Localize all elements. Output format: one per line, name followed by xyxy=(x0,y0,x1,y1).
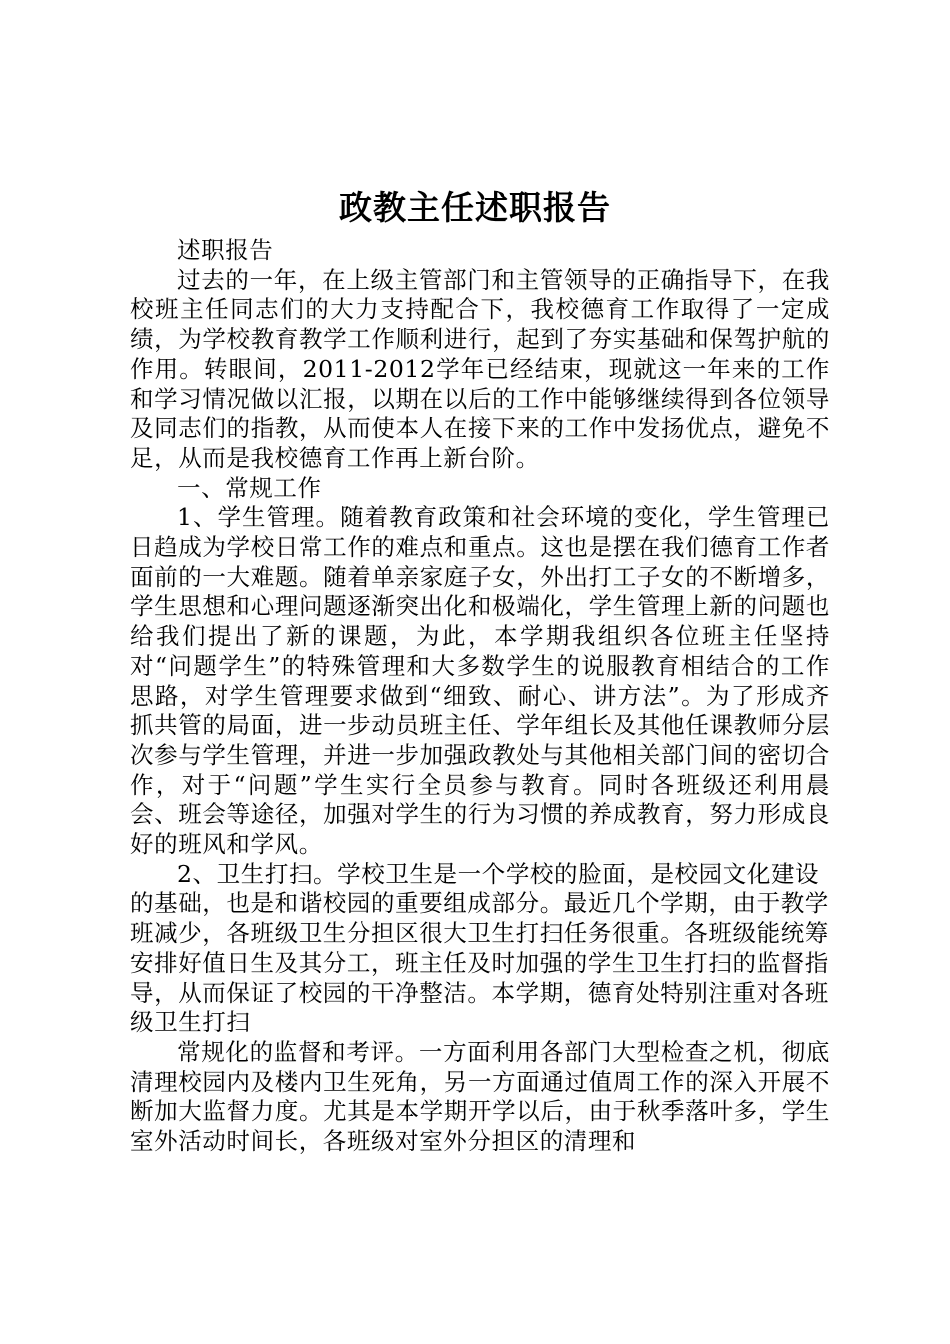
paragraph-hygiene-continued: 常规化的监督和考评。一方面利用各部门大型检查之机，彻底清理校园内及楼内卫生死角，另一方面通过值周工作的深入开展不断加大监督力度。尤其是本学期开学以后，由于秋季落叶多，学生室外活动时间长，各班级对室外分担区的清理和 xyxy=(130,1037,830,1156)
paragraph-intro: 过去的一年，在上级主管部门和主管领导的正确指导下，在我校班主任同志们的大力支持配合下，我校德育工作取得了一定成绩，为学校教育教学工作顺利进行，起到了夯实基础和保驾护航的作用。转眼间，2011-2012学年已经结束，现就这一年来的工作和学习情况做以汇报，以期在以后的工作中能够继续得到各位领导及同志们的指教，从而使本人在接下来的工作中发扬优点，避免不足，从而是我校德育工作再上新台阶。 xyxy=(130,265,830,472)
document-title: 政教主任述职报告 xyxy=(339,188,611,227)
paragraph-heading-report: 述职报告 xyxy=(177,236,274,264)
document-body xyxy=(130,236,830,1157)
paragraph-student-management: 1、学生管理。随着教育政策和社会环境的变化，学生管理已日趋成为学校日常工作的难点和重点。这也是摆在我们德育工作者面前的一大难题。随着单亲家庭子女，外出打工子女的不断增多，学生思想和心理问题逐渐突出化和极端化，学生管理上新的问题也给我们提出了新的课题，为此，本学期我组织各位班主任坚持对“问题学生”的特殊管理和大多数学生的说服教育相结合的工作思路，对学生管理要求做到“细致、耐心、讲方法”。为了形成齐抓共管的局面，进一步动员班主任、学年组长及其他任课教师分层次参与学生管理，并进一步加强政教处与其他相关部门间的密切合作，对于“问题”学生实行全员参与教育。同时各班级还利用晨会、班会等途径，加强对学生的行为习惯的养成教育，努力形成良好的班风和学风。 xyxy=(130,503,830,859)
paragraph-hygiene: 2、卫生打扫。学校卫生是一个学校的脸面，是校园文化建设的基础，也是和谐校园的重要组成部分。最近几个学期，由于教学班减少，各班级卫生分担区很大卫生打扫任务很重。各班级能统筹安排好值日生及其分工，班主任及时加强的学生卫生打扫的监督指导，从而保证了校园的干净整洁。本学期，德育处特别注重对各班级卫生打扫 xyxy=(130,859,829,1037)
paragraph-section-heading: 一、常规工作 xyxy=(177,473,322,502)
